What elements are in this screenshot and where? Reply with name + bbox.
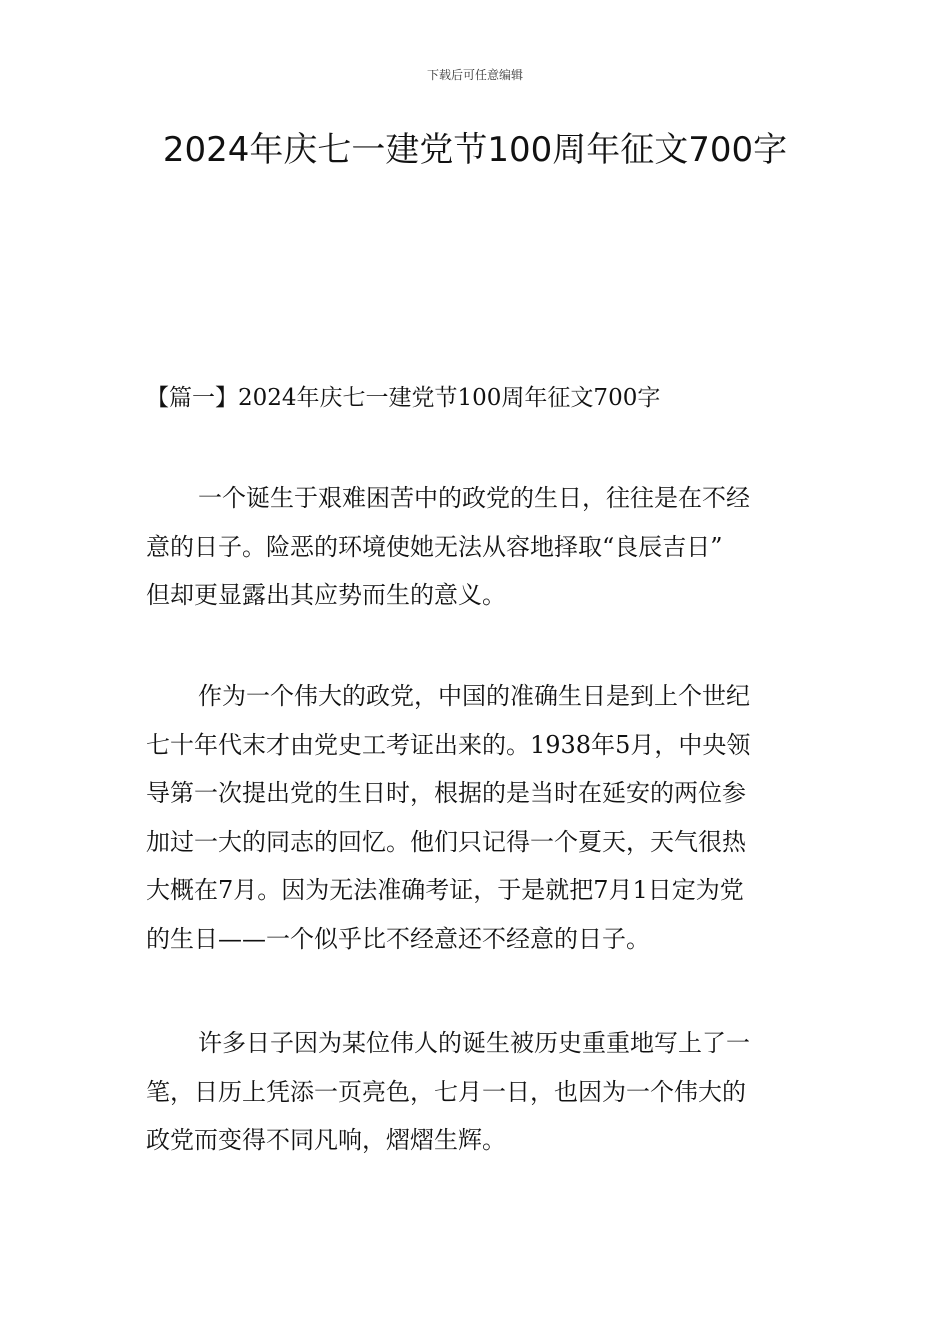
paragraph-2 (146, 672, 808, 963)
paragraph-line: 导第一次提出党的生日时，根据的是当时在延安的两位参 (146, 779, 746, 807)
paragraph-line: 政党而变得不同凡响，熠熠生辉。 (146, 1126, 506, 1154)
paragraph-line: 意的日子。险恶的环境使她无法从容地择取“良辰吉日” (146, 532, 723, 561)
header-note: 下载后可任意编辑 (426, 68, 523, 82)
document-title: 2024年庆七一建党节100周年征文700字 (162, 130, 788, 170)
paragraph-line: 一个诞生于艰难困苦中的政党的生日，往往是在不经 (198, 484, 750, 512)
paragraph-line: 大概在7月。因为无法准确考证，于是就把7月1日定为党 (146, 876, 744, 904)
paragraph-3 (146, 1019, 808, 1165)
paragraph-line: 许多日子因为某位伟人的诞生被历史重重地写上了一 (198, 1029, 750, 1057)
paragraph-line: 七十年代末才由党史工考证出来的。1938年5月，中央领 (146, 730, 751, 759)
paragraph-1 (146, 474, 808, 620)
section-heading: 【篇一】2024年庆七一建党节100周年征文700字 (146, 385, 661, 411)
paragraph-line: 笔，日历上凭添一页亮色，七月一日，也因为一个伟大的 (146, 1077, 746, 1106)
paragraph-line: 加过一大的同志的回忆。他们只记得一个夏天，天气很热 (146, 827, 746, 856)
paragraph-line: 作为一个伟大的政党，中国的准确生日是到上个世纪 (198, 682, 750, 710)
paragraph-line: 的生日——一个似乎比不经意还不经意的日子。 (146, 924, 650, 953)
paragraph-line: 但却更显露出其应势而生的意义。 (146, 581, 506, 609)
